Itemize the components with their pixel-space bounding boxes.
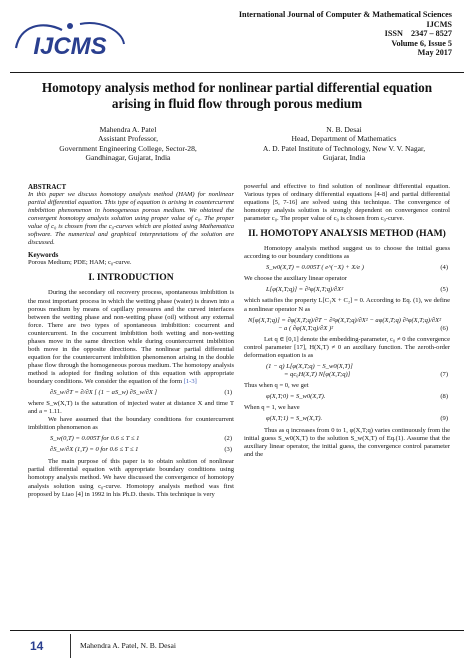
intro-paragraph-1 bbox=[28, 289, 234, 386]
intro-paragraph-3: We have assumed that the boundary conditions for countercurrent imbibition phenomenon as bbox=[28, 416, 234, 432]
equation-1 bbox=[28, 389, 234, 397]
equation-1-number: (1) bbox=[224, 389, 232, 397]
ijcms-logo bbox=[10, 18, 130, 64]
left-column bbox=[28, 183, 234, 499]
equation-9-number: (9) bbox=[440, 415, 448, 423]
equation-3-body: ∂S_w/∂X (1,T) = 0 for 0.6 ≤ T ≤ 1 bbox=[50, 446, 139, 454]
equation-4-number: (4) bbox=[440, 264, 448, 272]
equation-8 bbox=[244, 393, 450, 401]
equation-6 bbox=[244, 317, 450, 333]
author-1-role: Assistant Professor, bbox=[97, 134, 159, 144]
equation-5-body: L[φ(X,T;q)] = ∂²φ(X,T;q)/∂X² bbox=[266, 286, 344, 294]
equation-6-line-1: N[φ(X,T;q)] = ∂φ(X,T;q)/∂T − ∂²φ(X,T;q)/∂X² − aφ(X,T;q) ∂²φ(X,T;q)/∂X² bbox=[248, 316, 442, 324]
author-2-affiliation: A. D. Patel Institute of Technology, New V. V. Nagar, bbox=[262, 143, 426, 153]
author-1-location: Gandhinagar, Gujarat, India bbox=[85, 153, 171, 163]
paper-title bbox=[18, 80, 456, 111]
equation-6-number: (6) bbox=[440, 324, 448, 332]
equation-6-line-2: − a ( ∂φ(X,T;q)/∂X )² bbox=[278, 324, 334, 332]
ham-paragraph-7: Thus as q increases from 0 to 1, φ(X,T;q) varies continuously from the initial guess S_w0(X,T) to the solution S_w(X,T) of Eq.(1). Assume that the auxiliary linear operator, the initial guess, the convergence control parameter and the bbox=[244, 427, 450, 459]
svg-text:IJCMS: IJCMS bbox=[33, 33, 107, 60]
journal-issn: ISSN 2347 – 8527 bbox=[384, 29, 452, 39]
journal-header bbox=[212, 10, 452, 58]
keywords-heading: Keywords bbox=[28, 251, 59, 260]
equation-7 bbox=[244, 363, 450, 379]
equation-5-number: (5) bbox=[440, 286, 448, 294]
journal-date: May 2017 bbox=[417, 48, 452, 58]
title-line-2: arising in fluid flow through porous medium bbox=[111, 95, 363, 111]
equation-1-body: ∂S_w/∂T = ∂/∂X [ (1 − aS_w) ∂S_w/∂X ] bbox=[50, 389, 158, 397]
keywords-text: Porous Medium; PDE; HAM; c₀-curve. bbox=[28, 259, 132, 267]
equation-3-number: (3) bbox=[224, 446, 232, 454]
abstract-heading: ABSTRACT bbox=[28, 183, 67, 191]
equation-8-body: φ(X,T;0) = S_w0(X,T). bbox=[266, 392, 326, 400]
header-rule bbox=[10, 72, 464, 73]
equation-7-number: (7) bbox=[440, 370, 448, 378]
equation-5 bbox=[244, 286, 450, 294]
page-number: 14 bbox=[30, 639, 44, 653]
equation-3 bbox=[28, 446, 234, 454]
author-1 bbox=[28, 125, 228, 163]
footer-divider bbox=[70, 634, 71, 658]
equation-2-number: (2) bbox=[224, 435, 232, 443]
intro-paragraph-2: where S_w(X,T) is the saturation of injected water at distance X and time T and a = 1.11. bbox=[28, 400, 234, 416]
author-2-role: Head, Department of Mathematics bbox=[291, 134, 397, 144]
ham-paragraph-6: When q = 1, we have bbox=[244, 403, 300, 411]
citation-link[interactable]: [1-3] bbox=[183, 377, 197, 385]
author-2-name: N. B. Desai bbox=[326, 125, 362, 134]
equation-9 bbox=[244, 415, 450, 423]
equation-2-body: S_w(0,T) = 0.005T for 0.6 ≤ T ≤ 1 bbox=[50, 435, 140, 443]
equation-2 bbox=[28, 435, 234, 443]
section-ham-heading: II. HOMOTOPY ANALYSIS METHOD (HAM) bbox=[248, 228, 446, 240]
section-introduction-heading: I. INTRODUCTION bbox=[88, 272, 174, 284]
author-1-affiliation: Government Engineering College, Sector-28, bbox=[59, 143, 197, 153]
ham-paragraph-1: Homotopy analysis method suggest us to choose the initial guess according to our boundary conditions as bbox=[244, 245, 450, 261]
ham-paragraph-5: Thus when q = 0, we get bbox=[244, 381, 309, 389]
equation-8-number: (8) bbox=[440, 392, 448, 400]
equation-9-body: φ(X,T;1) = S_w(X,T). bbox=[266, 415, 323, 423]
journal-volume: Volume 6, Issue 5 bbox=[391, 38, 452, 48]
journal-name: International Journal of Computer & Mathematical Sciences bbox=[238, 10, 452, 19]
footer-authors: Mahendra A. Patel, N. B. Desai bbox=[80, 641, 176, 650]
author-1-name: Mahendra A. Patel bbox=[99, 125, 157, 134]
intro-paragraph-1-text: During the secondary oil recovery process, spontaneous imbibition is the most important process in which the wetting phase (water) is drawn into a porous medium by means of capillary pressures and the curved interfaces between the wetting phase and non-wetting phase (oil) without any external force. There are two types of spontaneous imbibition: cocurrent and countercurrent. In the cocurrent imbibition both wetting and non-wetting phases move in the same direction while during countercurrent imbibition both move in the opposite directions. The nonlinear partial differential equation for the countercurrent imbibition phenomenon arising in the double phase flow through the homogeneous porous medium. The homotopy analysis method is adopted for finding solution of this equation with appropriate boundary conditions. We consider the equation of the form bbox=[28, 289, 234, 385]
intro-paragraph-4: The main purpose of this paper is to obtain solution of nonlinear partial differential equation with appropriate boundary conditions using homotopy analysis method. We have discussed the convergence of homotopy analysis solution using c₀-curve. Homotopy analysis method was first proposed by Liao [4] in 1992 in his Ph.D. thesis. This technique is very bbox=[28, 458, 234, 498]
equation-4 bbox=[244, 264, 450, 272]
right-continuation-paragraph: powerful and effective to find solution of nonlinear differential equation. Various types of ordinary differential equations [4-8] and partial differential equations [5, 7-16] are solved using this technique. The convergence of homotopy analysis solution is strongly dependent on convergence control parameter c₀. The proper value of c₀ is chosen from c₀-curve. bbox=[244, 183, 450, 223]
title-line-1: Homotopy analysis method for nonlinear partial differential equation bbox=[41, 80, 433, 95]
equation-7-line-1: (1 − q) L[φ(X,T;q) − S_w0(X,T)] bbox=[266, 362, 353, 370]
ham-paragraph-3: which satisfies the property L[C₁X + C₂] = 0. According to Eq. (1), we define a nonlinear operator N as bbox=[244, 297, 450, 313]
journal-abbr: IJCMS bbox=[426, 19, 452, 29]
page-footer bbox=[10, 634, 464, 660]
right-column bbox=[244, 183, 450, 459]
abstract-text: In this paper we discuss homotopy analysis method (HAM) for nonlinear partial differential equation. This type of equation is arising in countercurrent imbibition phenomenon in homogeneous porous medium. We obtained the convergent homotopy analysis solution using proper value of c₀. The proper value of c₀ is chosen from the c₀-curves which are plotted using Mathematica software. The numerical and graphical interpretations of the solution are discussed. bbox=[28, 191, 234, 247]
ham-paragraph-4: Let q ∈ [0,1] denote the embedding-parameter, c₀ ≠ 0 the convergence control parameter [17], H(X,T) ≠ 0 an auxiliary function. The zeroth-order deformation equation is as bbox=[244, 335, 450, 359]
author-2-location: Gujarat, India bbox=[322, 153, 366, 163]
ham-paragraph-2: We choose the auxiliary linear operator bbox=[244, 275, 347, 283]
equation-4-body: S_w0(X,T) = 0.005T ( e^(−X) + X/e ) bbox=[266, 264, 364, 272]
equation-7-line-2: = qc₀H(X,T) N[φ(X,T;q)] bbox=[284, 370, 351, 378]
author-2 bbox=[244, 125, 444, 163]
footer-rule bbox=[10, 630, 464, 631]
